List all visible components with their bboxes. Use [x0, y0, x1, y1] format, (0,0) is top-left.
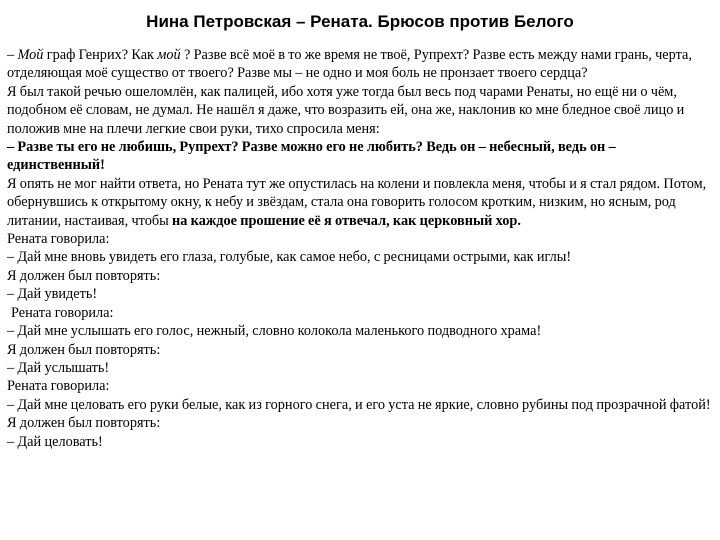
- line-plea-2: – Дай мне услышать его голос, нежный, словно колокола маленького подводного храма!: [7, 323, 542, 340]
- line-response-3: – Дай целовать!: [7, 433, 103, 450]
- document-body: [7, 46, 715, 451]
- emphasis-text: Мой: [17, 47, 44, 63]
- paragraph-2: Я был такой речью ошеломлён, как палицей, ибо хотя уже тогда был весь под чарами Ренаты, но ещё ни о чём, подобном её словам, не думал. Не нашёл я даже, что возразить ей, она же, наклонив ко мне бледное своё лицо и положив мне на плечи легкие свои руки, тихо спросила меня:: [7, 83, 685, 137]
- text-run: ? Разве всё моё в то же время не твоё, Рупрехт? Разве есть между нами грань, черта, отделяющая моё существо от твоего? Разве мы – не одно и моя боль не пронзает твоего сердца?: [7, 47, 692, 82]
- document-title: Нина Петровская – Рената. Брюсов против Белого: [146, 12, 574, 31]
- line-response-1: – Дай увидеть!: [7, 286, 98, 303]
- line-response-label-1: Я должен был повторять:: [7, 267, 161, 284]
- line-response-label-3: Я должен был повторять:: [7, 415, 161, 432]
- line-response-2: – Дай услышать!: [7, 359, 110, 376]
- paragraph-4: [7, 175, 715, 230]
- bold-text-run: на каждое прошение её я отвечал, как церковный хор.: [172, 212, 521, 229]
- line-plea-1: – Дай мне вновь увидеть его глаза, голубые, как самое небо, с ресницами острыми, как иглы!: [7, 249, 572, 266]
- line-renata-2: Рената говорила:: [11, 304, 114, 321]
- emphasis-text: мой: [157, 47, 181, 63]
- line-renata-3: Рената говорила:: [7, 378, 110, 395]
- line-plea-3: – Дай мне целовать его руки белые, как из горного снега, и его уста не яркие, словно рубины под прозрачной фатой!: [7, 396, 711, 413]
- line-renata-1: Рената говорила:: [7, 231, 110, 248]
- dash: –: [7, 47, 18, 63]
- line-response-label-2: Я должен был повторять:: [7, 341, 161, 358]
- text-run: Я опять не мог найти ответа, но Рената тут же опустилась на колени и повлекла меня, чтобы и я стал рядом. Потом, обернувшись к открытому окну, к небу и звёздам, стала она говорить голосом кротким, низким, но ясным, род литании, настаивая, чтобы: [7, 175, 707, 229]
- text-run: граф Генрих? Как: [43, 47, 158, 63]
- paragraph-3-bold: – Разве ты его не любишь, Рупрехт? Разве можно его не любить? Ведь он – небесный, ведь он – единственный!: [7, 139, 616, 174]
- paragraph-1: [7, 46, 715, 83]
